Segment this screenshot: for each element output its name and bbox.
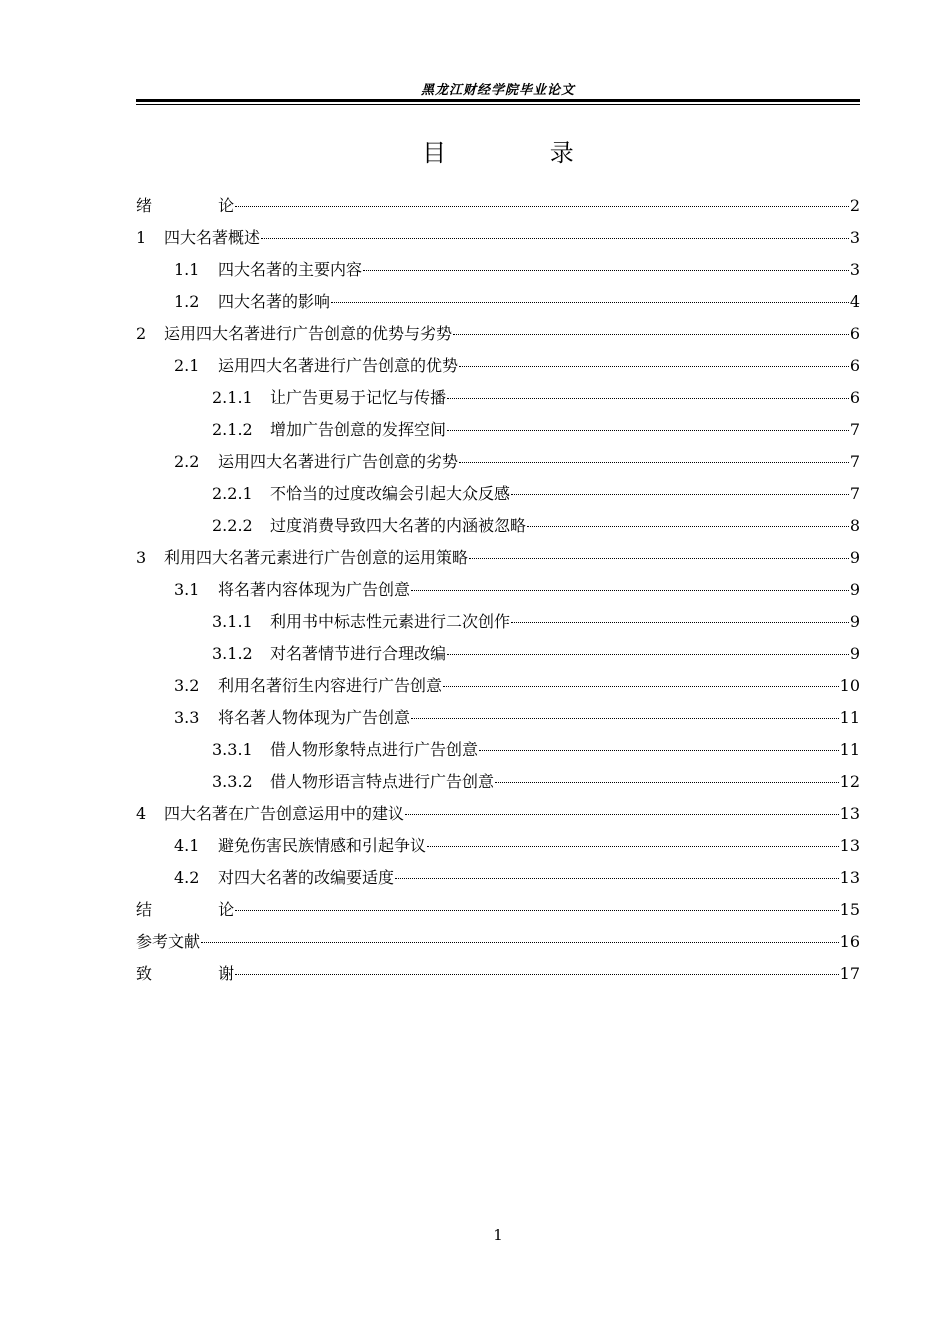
toc-entry-page: 2 [849,196,860,215]
toc-entry-number: 1.2 [174,292,200,311]
toc-entry[interactable] [136,480,860,512]
toc-dot-leader [459,462,849,463]
toc-entry[interactable] [136,640,860,672]
toc-entry-label: 避免伤害民族情感和引起争议 [218,836,427,855]
toc-entry[interactable] [136,320,860,352]
toc-entry-label: 致 谢 [136,964,235,983]
toc-entry-page: 13 [839,836,860,855]
toc-entry[interactable] [136,256,860,288]
toc-entry-label: 四大名著概述 [164,228,261,247]
toc-dot-leader [331,302,849,303]
toc-dot-leader [411,718,839,719]
toc-entry-page: 7 [849,452,860,471]
toc-entry[interactable] [136,800,860,832]
toc-entry-label: 过度消费导致四大名著的内涵被忽略 [270,516,527,535]
toc-entry-page: 9 [849,548,860,567]
toc-entry-page: 16 [839,932,860,951]
toc-entry-page: 7 [849,420,860,439]
toc-entry-label: 运用四大名著进行广告创意的优势 [218,356,459,375]
toc-entry-label: 借人物形语言特点进行广告创意 [270,772,495,791]
toc-entry-number: 2.1.2 [212,420,253,439]
toc-dot-leader [447,654,849,655]
toc-dot-leader [447,430,849,431]
toc-entry-number: 3.2 [174,676,200,695]
toc-entry-page: 6 [849,324,860,343]
toc-entry[interactable] [136,384,860,416]
toc-dot-leader [427,846,839,847]
toc-entry-page: 9 [849,580,860,599]
header-rule-thin [136,104,860,105]
toc-entry[interactable] [136,576,860,608]
toc-entry-label: 绪 论 [136,196,235,215]
toc-title: 目 录 [422,139,622,167]
toc-entry[interactable] [136,224,860,256]
toc-entry-page: 17 [839,964,860,983]
toc-entry-number: 3.3.2 [212,772,253,791]
toc-entry-label: 将名著内容体现为广告创意 [218,580,411,599]
toc-entry-number: 3 [136,548,147,567]
toc-entry[interactable] [136,864,860,896]
toc-entry-number: 3.1 [174,580,200,599]
toc-entry[interactable] [136,416,860,448]
toc-entry-page: 3 [849,228,860,247]
toc-entry-page: 9 [849,612,860,631]
toc-dot-leader [411,590,849,591]
toc-entry-label: 利用名著衍生内容进行广告创意 [218,676,443,695]
toc-entry-label: 让广告更易于记忆与传播 [270,388,447,407]
toc-entry-number: 4.1 [174,836,200,855]
toc-dot-leader [405,814,839,815]
toc-entry-label: 将名著人物体现为广告创意 [218,708,411,727]
toc-entry-label: 借人物形象特点进行广告创意 [270,740,479,759]
toc-entry-number: 2.2.1 [212,484,253,503]
toc-entry[interactable] [136,832,860,864]
toc-dot-leader [469,558,849,559]
toc-entry-page: 7 [849,484,860,503]
toc-list [136,192,860,992]
toc-entry[interactable] [136,448,860,480]
toc-dot-leader [479,750,839,751]
toc-dot-leader [235,206,849,207]
toc-entry-page: 6 [849,356,860,375]
toc-dot-leader [447,398,849,399]
toc-entry-page: 15 [839,900,860,919]
toc-dot-leader [495,782,839,783]
toc-entry-page: 11 [839,740,860,759]
toc-entry-number: 4 [136,804,147,823]
toc-dot-leader [511,494,849,495]
toc-dot-leader [459,366,849,367]
toc-entry-page: 11 [839,708,860,727]
toc-entry-number: 1 [136,228,147,247]
toc-dot-leader [201,942,839,943]
toc-entry[interactable] [136,704,860,736]
toc-entry-number: 4.2 [174,868,200,887]
toc-entry[interactable] [136,928,860,960]
toc-entry-number: 3.1.2 [212,644,253,663]
toc-entry-number: 2.2 [174,452,200,471]
header-title: 黑龙江财经学院毕业论文 [420,83,575,98]
toc-entry[interactable] [136,672,860,704]
toc-entry-label: 利用书中标志性元素进行二次创作 [270,612,511,631]
toc-entry-page: 8 [849,516,860,535]
toc-entry-number: 1.1 [174,260,200,279]
toc-entry-page: 13 [839,868,860,887]
toc-entry-page: 12 [839,772,860,791]
toc-entry[interactable] [136,896,860,928]
toc-dot-leader [395,878,839,879]
toc-dot-leader [235,974,838,975]
toc-entry-page: 3 [849,260,860,279]
toc-entry[interactable] [136,736,860,768]
toc-dot-leader [235,910,838,911]
toc-entry[interactable] [136,352,860,384]
toc-entry-label: 对名著情节进行合理改编 [270,644,447,663]
toc-entry-label: 参考文献 [136,932,201,951]
toc-entry-label: 结 论 [136,900,235,919]
toc-entry-label: 增加广告创意的发挥空间 [270,420,447,439]
toc-entry-label: 运用四大名著进行广告创意的劣势 [218,452,459,471]
toc-entry-number: 2.1.1 [212,388,253,407]
toc-entry-page: 4 [849,292,860,311]
toc-entry-page: 10 [839,676,860,695]
toc-dot-leader [363,270,849,271]
toc-entry-label: 四大名著的主要内容 [218,260,363,279]
toc-entry-number: 3.3 [174,708,200,727]
toc-entry[interactable] [136,512,860,544]
toc-entry-page: 13 [839,804,860,823]
toc-entry-page: 9 [849,644,860,663]
toc-entry[interactable] [136,192,860,224]
page-number: 1 [493,1226,503,1244]
toc-dot-leader [527,526,849,527]
toc-dot-leader [453,334,849,335]
toc-entry-label: 不恰当的过度改编会引起大众反感 [270,484,511,503]
toc-dot-leader [261,238,849,239]
toc-entry-label: 对四大名著的改编要适度 [218,868,395,887]
toc-entry-label: 运用四大名著进行广告创意的优势与劣势 [164,324,453,343]
toc-entry-page: 6 [849,388,860,407]
header-rule-thick [136,99,860,102]
toc-entry-label: 四大名著的影响 [218,292,331,311]
toc-entry-number: 2 [136,324,147,343]
toc-dot-leader [443,686,839,687]
toc-entry-label: 利用四大名著元素进行广告创意的运用策略 [164,548,469,567]
toc-entry-number: 3.3.1 [212,740,253,759]
toc-entry[interactable] [136,288,860,320]
toc-entry[interactable] [136,608,860,640]
toc-entry[interactable] [136,960,860,992]
toc-entry-number: 2.2.2 [212,516,253,535]
toc-dot-leader [511,622,849,623]
toc-entry-label: 四大名著在广告创意运用中的建议 [164,804,405,823]
toc-entry-number: 3.1.1 [212,612,253,631]
toc-entry[interactable] [136,768,860,800]
toc-entry-number: 2.1 [174,356,200,375]
toc-entry[interactable] [136,544,860,576]
